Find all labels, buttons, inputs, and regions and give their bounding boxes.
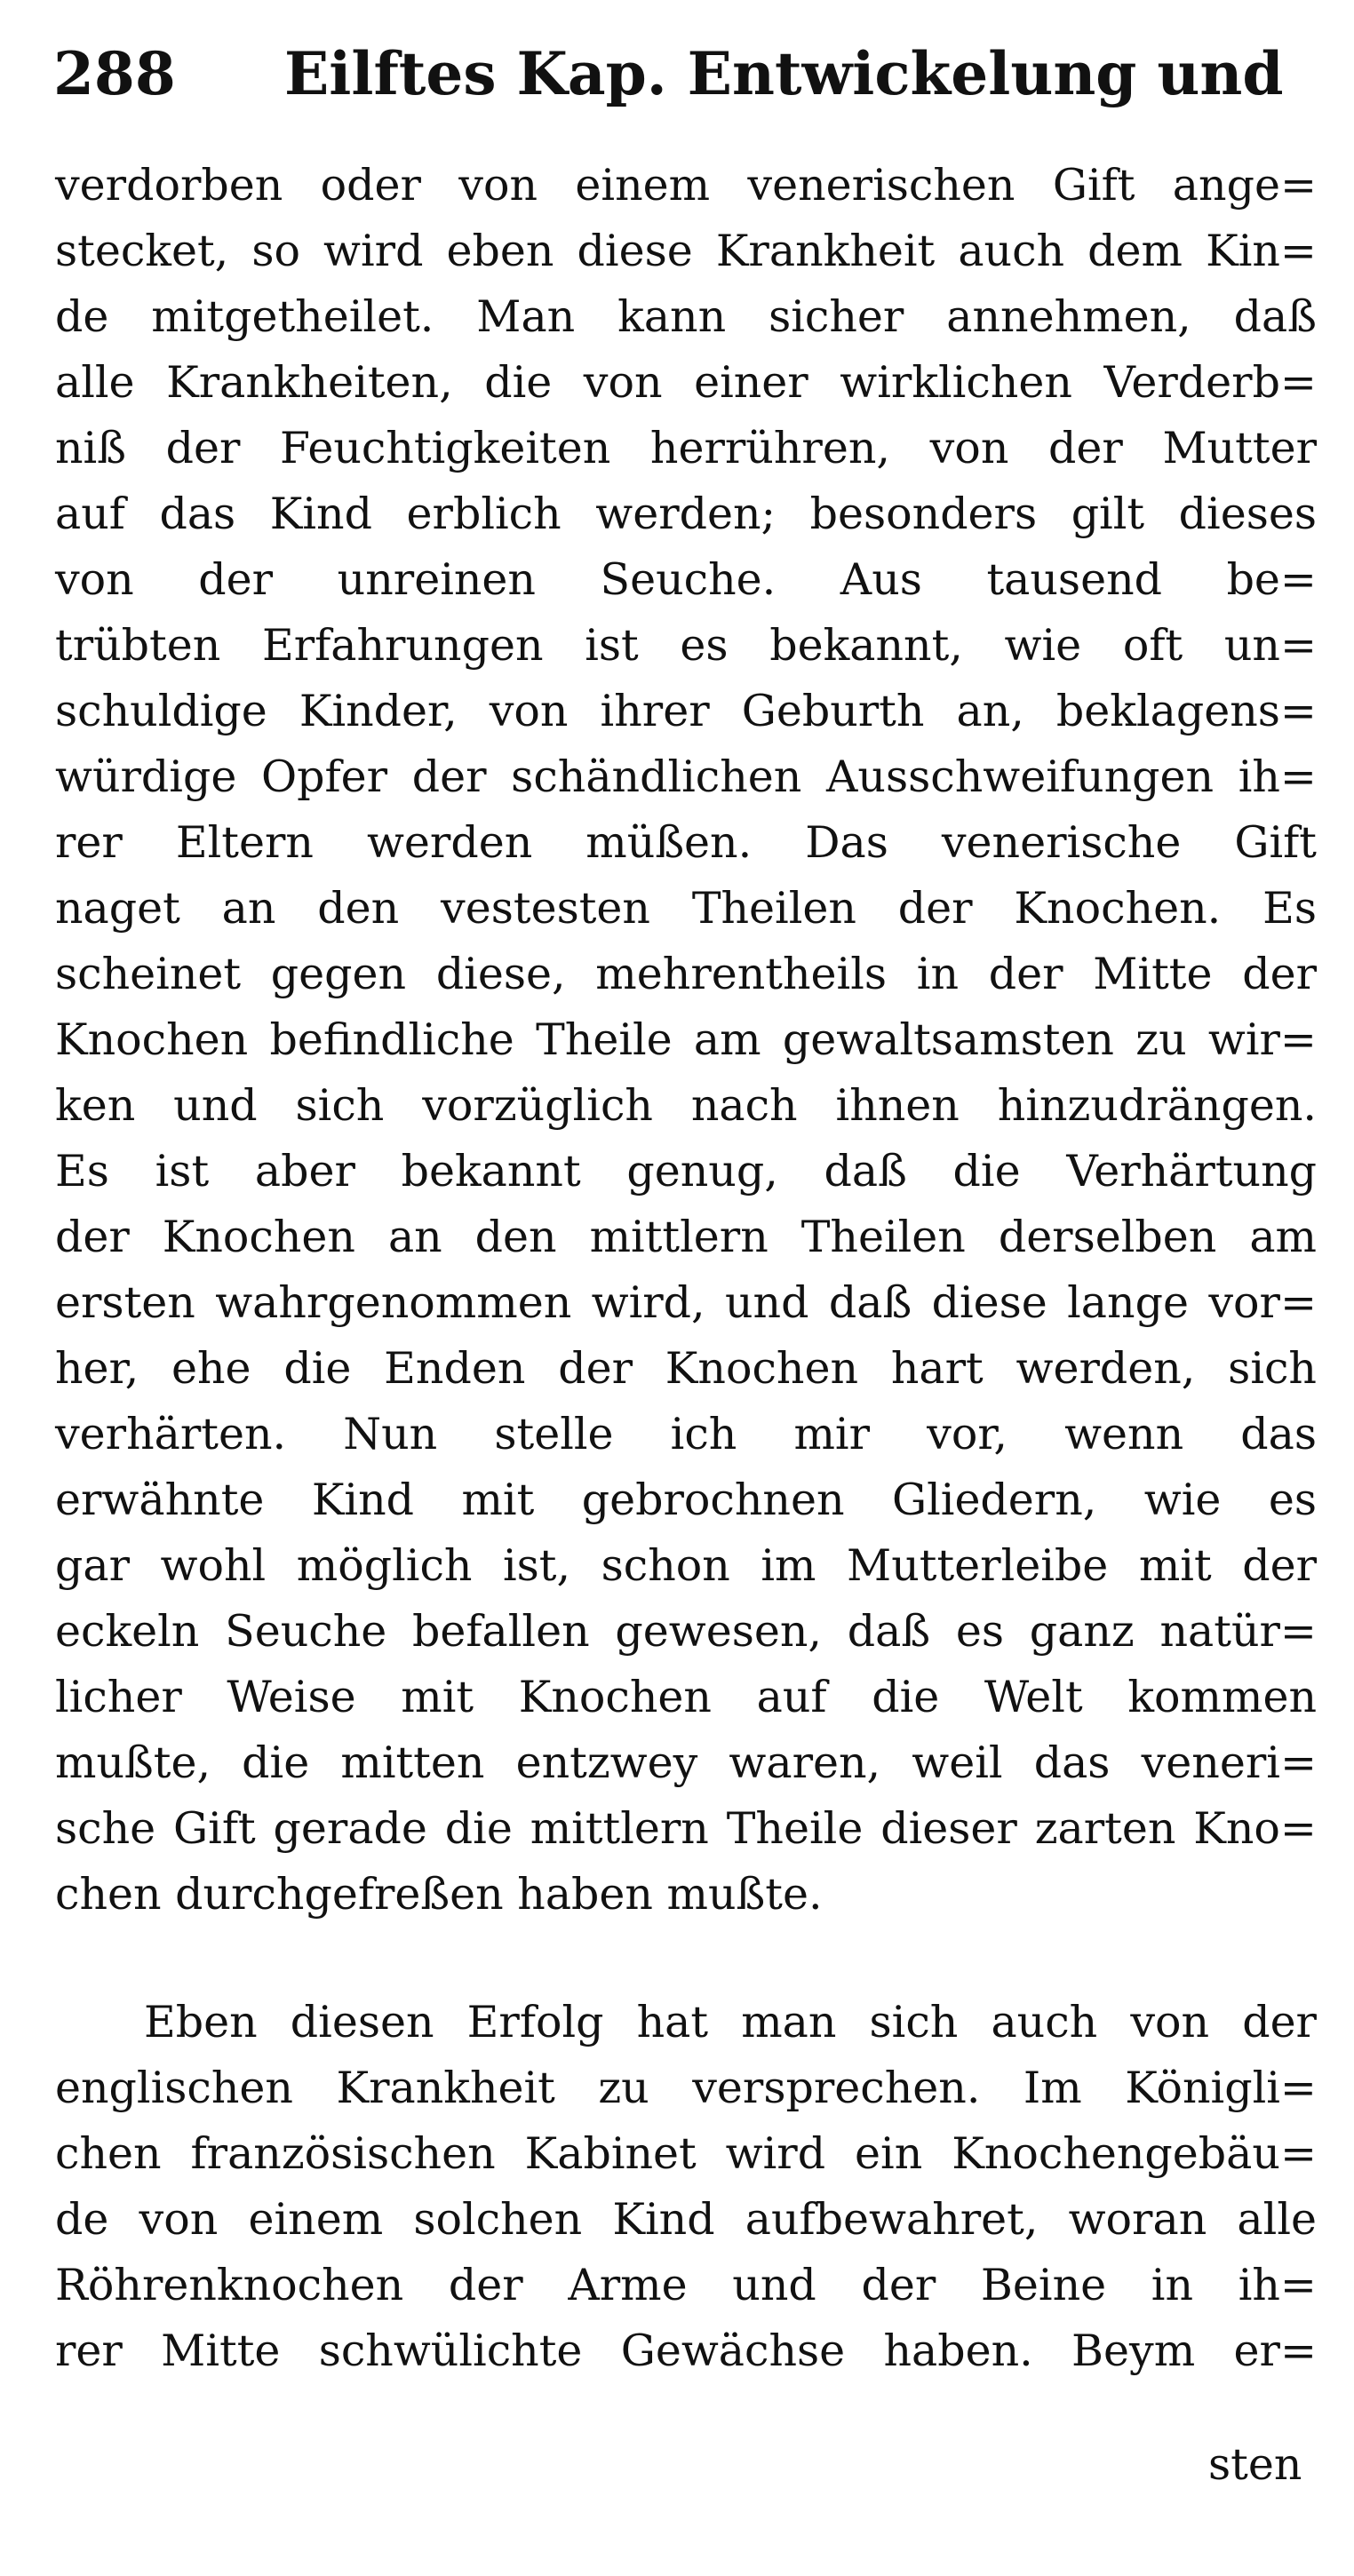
- text-line: trübten Erfahrungen ist es bekannt, wie oft un=: [55, 620, 1317, 671]
- text-line: schuldige Kinder, von ihrer Geburth an, beklagens=: [55, 686, 1317, 736]
- text-line: würdige Opfer der schändlichen Ausschweifungen ih=: [55, 751, 1317, 802]
- page-number: 288: [53, 39, 176, 108]
- text-line: verhärten. Nun stelle ich mir vor, wenn das: [55, 1409, 1317, 1459]
- text-line: ersten wahrgenommen wird, und daß diese lange vor=: [55, 1277, 1317, 1328]
- text-line: verdorben oder von einem venerischen Gift ange=: [55, 160, 1317, 211]
- text-line: ken und sich vorzüglich nach ihnen hinzudrängen.: [55, 1080, 1317, 1131]
- text-line: chen französischen Kabinet wird ein Knochengebäu=: [55, 2128, 1317, 2179]
- text-line: scheinet gegen diese, mehrentheils in der Mitte der: [55, 949, 1317, 999]
- text-line: her, ehe die Enden der Knochen hart werden, sich: [55, 1343, 1317, 1394]
- text-line: gar wohl möglich ist, schon im Mutterleibe mit der: [55, 1540, 1317, 1591]
- text-line: mußte, die mitten entzwey waren, weil das veneri=: [55, 1737, 1317, 1788]
- text-line: Eben diesen Erfolg hat man sich auch von der: [144, 1997, 1317, 2047]
- running-title: Eilftes Kap. Entwickelung und: [284, 39, 1284, 108]
- text-line: alle Krankheiten, die von einer wirklichen Verderb=: [55, 357, 1317, 408]
- page-body: [55, 153, 1317, 2384]
- text-line: rer Eltern werden müßen. Das venerische Gift: [55, 817, 1317, 868]
- text-line: de mitgetheilet. Man kann sicher annehmen, daß: [55, 291, 1317, 342]
- text-line: erwähnte Kind mit gebrochnen Gliedern, wie es: [55, 1475, 1317, 1525]
- text-line: Röhrenknochen der Arme und der Beine in ih=: [55, 2260, 1317, 2310]
- text-line: naget an den vestesten Theilen der Knochen. Es: [55, 883, 1317, 934]
- text-line: niß der Feuchtigkeiten herrühren, von der Mutter: [55, 423, 1317, 473]
- catchword: sten: [1208, 2439, 1302, 2490]
- text-line: de von einem solchen Kind aufbewahret, woran alle: [55, 2194, 1317, 2245]
- text-line: der Knochen an den mittlern Theilen derselben am: [55, 1212, 1317, 1262]
- text-line: Knochen befindliche Theile am gewaltsamsten zu wir=: [55, 1014, 1317, 1065]
- text-line: auf das Kind erblich werden; besonders gilt dieses: [55, 489, 1317, 539]
- page-header: [53, 25, 1315, 123]
- text-line: licher Weise mit Knochen auf die Welt kommen: [55, 1672, 1317, 1722]
- text-line: eckeln Seuche befallen gewesen, daß es ganz natür=: [55, 1606, 1317, 1657]
- paragraph-gap: [55, 1928, 1317, 1990]
- text-line: rer Mitte schwülichte Gewächse haben. Beym er=: [55, 2326, 1317, 2376]
- text-line: chen durchgefreßen haben mußte.: [55, 1869, 823, 1920]
- text-line: sche Gift gerade die mittlern Theile dieser zarten Kno=: [55, 1803, 1317, 1854]
- text-line: von der unreinen Seuche. Aus tausend be=: [55, 554, 1317, 605]
- text-line: Es ist aber bekannt genug, daß die Verhärtung: [55, 1146, 1317, 1197]
- text-line: englischen Krankheit zu versprechen. Im Königli=: [55, 2063, 1317, 2113]
- text-line: stecket, so wird eben diese Krankheit auch dem Kin=: [55, 226, 1317, 276]
